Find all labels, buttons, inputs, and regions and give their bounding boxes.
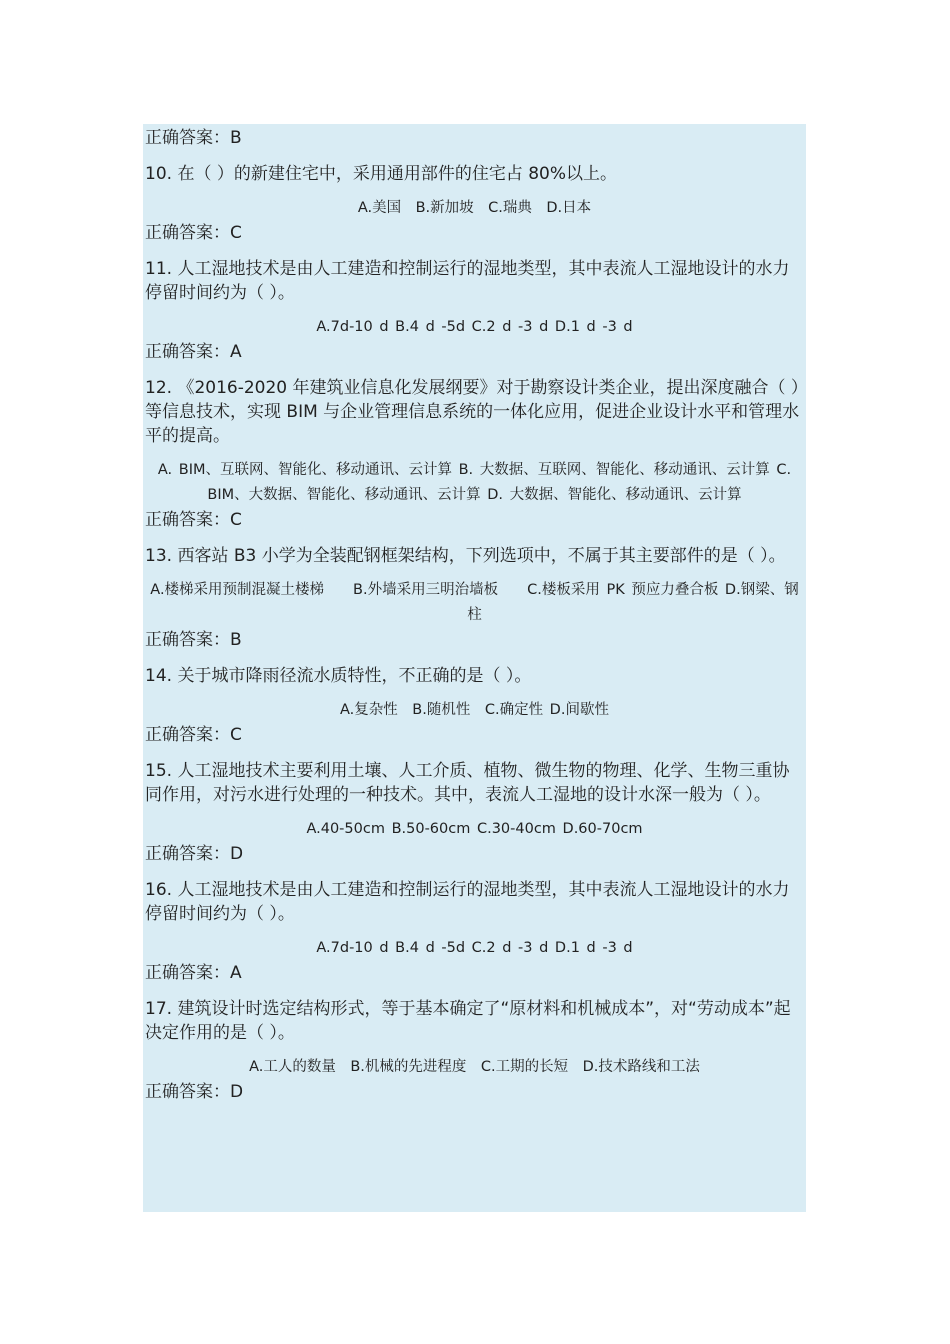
answer-12: 正确答案：C <box>145 510 242 530</box>
options-11: A.7d-10 d B.4 d -5d C.2 d -3 d D.1 d -3 d <box>316 319 633 335</box>
options-14: A.复杂性 B.随机性 C.确定性 D.间歇性 <box>340 702 609 718</box>
options-17: A.工人的数量 B.机械的先进程度 C.工期的长短 D.技术路线和工法 <box>249 1059 700 1075</box>
question-16: 16. 人工湿地技术是由人工建造和控制运行的湿地类型，其中表流人工湿地设计的水力停留时间约为（ ）。 <box>145 880 790 924</box>
options-13: A.楼梯采用预制混凝土楼梯 B.外墙采用三明治墙板 C.楼板采用 PK 预应力叠合板 D.钢梁、钢柱 <box>150 582 799 623</box>
answer-16: 正确答案：A <box>145 963 242 983</box>
options-10: A.美国 B.新加坡 C.瑞典 D.日本 <box>357 200 592 216</box>
question-17: 17. 建筑设计时选定结构形式，等于基本确定了“原材料和机械成本”，对“劳动成本”起决定作用的是（ ）。 <box>145 999 791 1043</box>
question-list <box>143 124 806 1212</box>
question-14: 14. 关于城市降雨径流水质特性，不正确的是（ ）。 <box>145 666 532 686</box>
answer-17: 正确答案：D <box>145 1082 244 1102</box>
answer-11: 正确答案：A <box>145 342 242 362</box>
answer-13: 正确答案：B <box>145 630 242 650</box>
answer-10: 正确答案：C <box>145 223 242 243</box>
answer-14: 正确答案：C <box>145 725 242 745</box>
answer-text: 正确答案：B <box>145 128 242 148</box>
options-16: A.7d-10 d B.4 d -5d C.2 d -3 d D.1 d -3 d <box>316 940 633 956</box>
answer-15: 正确答案：D <box>145 844 244 864</box>
question-10: 10. 在（ ）的新建住宅中，采用通用部件的住宅占 80%以上。 <box>145 164 618 184</box>
question-11: 11. 人工湿地技术是由人工建造和控制运行的湿地类型，其中表流人工湿地设计的水力停留时间约为（ ）。 <box>145 259 790 303</box>
question-15: 15. 人工湿地技术主要利用土壤、人工介质、植物、微生物的物理、化学、生物三重协同作用，对污水进行处理的一种技术。其中，表流人工湿地的设计水深一般为（ ）。 <box>145 761 790 805</box>
options-15: A.40-50cm B.50-60cm C.30-40cm D.60-70cm <box>306 821 643 837</box>
question-13: 13. 西客站 B3 小学为全装配钢框架结构，下列选项中，不属于其主要部件的是（ ）。 <box>145 546 786 566</box>
options-12: A. BIM、互联网、智能化、移动通讯、云计算 B. 大数据、互联网、智能化、移动通讯、云计算 C. BIM、大数据、智能化、移动通讯、云计算 D. 大数据、智能化、移动通讯、云计算 <box>157 462 792 503</box>
question-12: 12. 《2016-2020 年建筑业信息化发展纲要》对于勘察设计类企业，提出深度融合（ ）等信息技术，实现 BIM 与企业管理信息系统的一体化应用，促进企业设计水平和管理水平的提高。 <box>145 378 800 446</box>
